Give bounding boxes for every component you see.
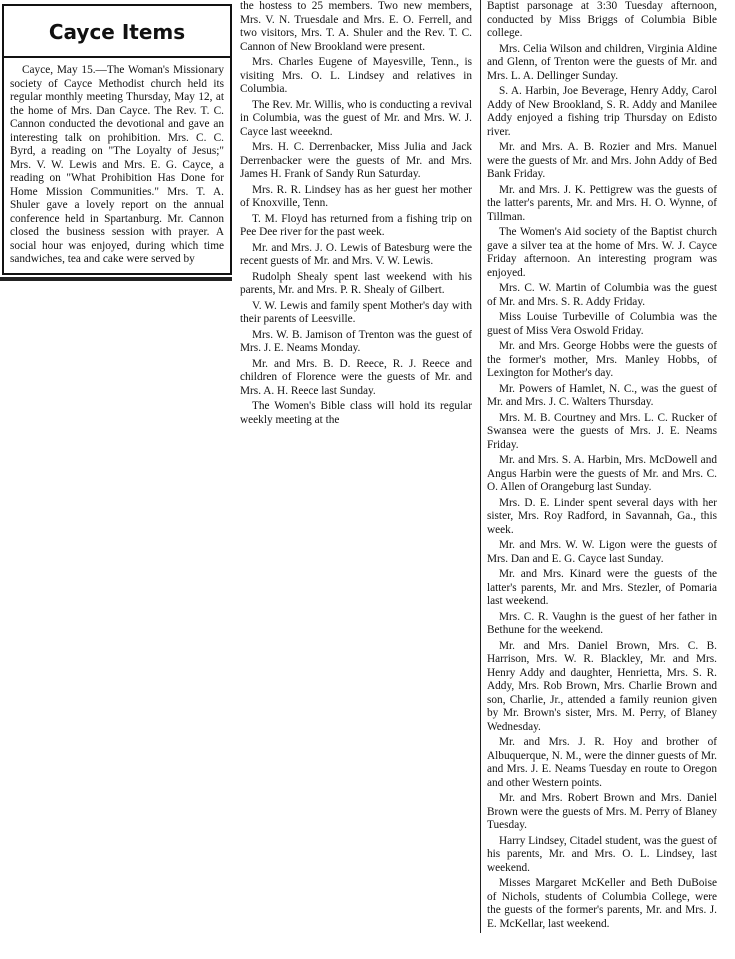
article-paragraph: Mrs. D. E. Linder spent several days with her sister, Mrs. Roy Radford, in Savannah, Ga., this week. (487, 496, 717, 536)
column-1 (0, 0, 232, 281)
headline: Cayce Items (4, 6, 230, 58)
article-paragraph: the hostess to 25 members. Two new members, Mrs. V. N. Truesdale and Mrs. E. O. Ferrell, and two visitors, Mrs. T. A. Shuler and the Rev. T. C. Cannon of New Brookland were present. (240, 0, 472, 53)
article-paragraph: Mrs. Celia Wilson and children, Virginia Aldine and Glenn, of Trenton were the guests of Mr. and Mrs. L. A. Dellinger Sunday. (487, 42, 717, 82)
article-paragraph: S. A. Harbin, Joe Beverage, Henry Addy, Carol Addy of New Brookland, S. R. Addy and Manilee Addy enjoyed a fishing trip Thursday on Edisto river. (487, 85, 717, 138)
article-paragraph: Mr. and Mrs. George Hobbs were the guests of the former's mother, Mrs. Manley Hobbs, of Lexington for Mother's day. (487, 340, 717, 379)
article-paragraph: Mr. and Mrs. Daniel Brown, Mrs. C. B. Harrison, Mrs. W. R. Blackley, Mr. and Mrs. Henry Addy and daughter, Henrietta, Mrs. S. R. Addy, Mrs. Rob Brown, Mrs. Charlie Brown and son, Charlie, Jr., attended a family reunion given by Mr. Brown's sister, Mrs. M. Perry, of Blaney Wednesday. (487, 639, 717, 733)
column-3 (480, 0, 717, 933)
article-paragraph: The Rev. Mr. Willis, who is conducting a revival in Columbia, was the guest of Mr. and Mrs. W. J. Cayce last weeeknd. (240, 98, 472, 138)
article-paragraph: Baptist parsonage at 3:30 Tuesday afternoon, conducted by Miss Briggs of Columbia Bible college. (487, 0, 717, 39)
article-paragraph: Misses Margaret McKeller and Beth DuBoise of Nichols, students of Columbia College, were the guests of the former's parents, Mr. and Mrs. J. E. McKellar, last weekend. (487, 877, 717, 930)
article-paragraph: Mr. Powers of Hamlet, N. C., was the guest of Mr. and Mrs. J. C. Walters Thursday. (487, 382, 717, 408)
article-paragraph: The Women's Aid society of the Baptist church gave a silver tea at the home of Mrs. W. J. Cayce Friday afternoon. An interesting program was enjoyed. (487, 226, 717, 279)
article-paragraph: Mr. and Mrs. J. R. Hoy and brother of Albuquerque, N. M., were the dinner guests of Mr. and Mrs. J. E. Neams Tuesday en route to Oregon and other Western points. (487, 736, 717, 789)
article-paragraph: Mrs. C. W. Martin of Columbia was the guest of Mr. and Mrs. S. R. Addy Friday. (487, 282, 717, 308)
article-paragraph: Mr. and Mrs. B. D. Reece, R. J. Reece and children of Florence were the guests of Mr. and Mrs. A. H. Reece last Sunday. (240, 357, 472, 397)
article-paragraph: Mr. and Mrs. S. A. Harbin, Mrs. McDowell and Angus Harbin were the guests of Mr. and Mrs. C. O. Allen of Orangeburg last Sunday. (487, 454, 717, 493)
column-rule (0, 277, 232, 281)
article-paragraph: Cayce, May 15.—The Woman's Missionary society of Cayce Methodist church held its regular monthly meeting Thursday, May 12, at the home of Mrs. Dan Cayce. The Rev. T. C. Cannon conducted the devotional and gave an interesting talk on prohibition. Mrs. C. C. Byrd, a reading on "The Loyalty of Jesus;" Mrs. V. W. Lewis and Mrs. E. G. Cayce, a reading on "What Prohibition Has Done for Home Mission Communities." Mrs. T. A. Shuler gave a lovely report on the annual conference held in Spartanburg. Mr. Cannon closed the business session with prayer. A social hour was enjoyed, during which time sandwiches, tea and cake were served by (10, 64, 224, 265)
article-paragraph: Mrs. R. R. Lindsey has as her guest her mother of Knoxville, Tenn. (240, 183, 472, 209)
article-box (2, 4, 232, 275)
article-paragraph: Mr. and Mrs. Robert Brown and Mrs. Daniel Brown were the guests of Mrs. M. Perry of Blaney Tuesday. (487, 792, 717, 831)
article-paragraph: Mrs. Charles Eugene of Mayesville, Tenn., is visiting Mrs. O. L. Lindsey and relatives in Columbia. (240, 56, 472, 95)
article-paragraph: Mr. and Mrs. W. W. Ligon were the guests of Mrs. Dan and E. G. Cayce last Sunday. (487, 539, 717, 565)
article-paragraph: Rudolph Shealy spent last weekend with his parents, Mr. and Mrs. P. R. Shealy of Gilbert. (240, 270, 472, 296)
article-paragraph: V. W. Lewis and family spent Mother's day with their parents of Leesville. (240, 299, 472, 325)
article-paragraph: Mrs. H. C. Derrenbacker, Miss Julia and Jack Derrenbacker were the guests of Mr. and Mrs. James H. Frank of Sandy Run Saturday. (240, 141, 472, 180)
article-paragraph: Mrs. C. R. Vaughn is the guest of her father in Bethune for the weekend. (487, 610, 717, 636)
article-paragraph: The Women's Bible class will hold its regular weekly meeting at the (240, 400, 472, 426)
article-paragraph: Mr. and Mrs. J. O. Lewis of Batesburg were the recent guests of Mr. and Mrs. V. W. Lewis. (240, 241, 472, 267)
article-paragraph: Miss Louise Turbeville of Columbia was the guest of Miss Vera Oswold Friday. (487, 311, 717, 337)
article-paragraph: Mr. and Mrs. Kinard were the guests of the latter's parents, Mr. and Mrs. Stezler, of Pomaria last weekend. (487, 568, 717, 607)
column-2 (240, 0, 472, 429)
article-paragraph: Mrs. W. B. Jamison of Trenton was the guest of Mrs. J. E. Neams Monday. (240, 328, 472, 354)
article-paragraph: Mr. and Mrs. J. K. Pettigrew was the guests of the latter's parents, Mr. and Mrs. H. O. Wynne, of Tillman. (487, 183, 717, 223)
article-paragraph: T. M. Floyd has returned from a fishing trip on Pee Dee river for the past week. (240, 212, 472, 238)
article-paragraph: Mrs. M. B. Courtney and Mrs. L. C. Rucker of Swansea were the guests of Mrs. J. E. Neams Friday. (487, 411, 717, 451)
article-paragraph: Harry Lindsey, Citadel student, was the guest of his parents, Mr. and Mrs. O. L. Lindsey, last weekend. (487, 834, 717, 874)
article-paragraph: Mr. and Mrs. A. B. Rozier and Mrs. Manuel were the guests of Mr. and Mrs. John Addy of Bed Bank Friday. (487, 141, 717, 180)
